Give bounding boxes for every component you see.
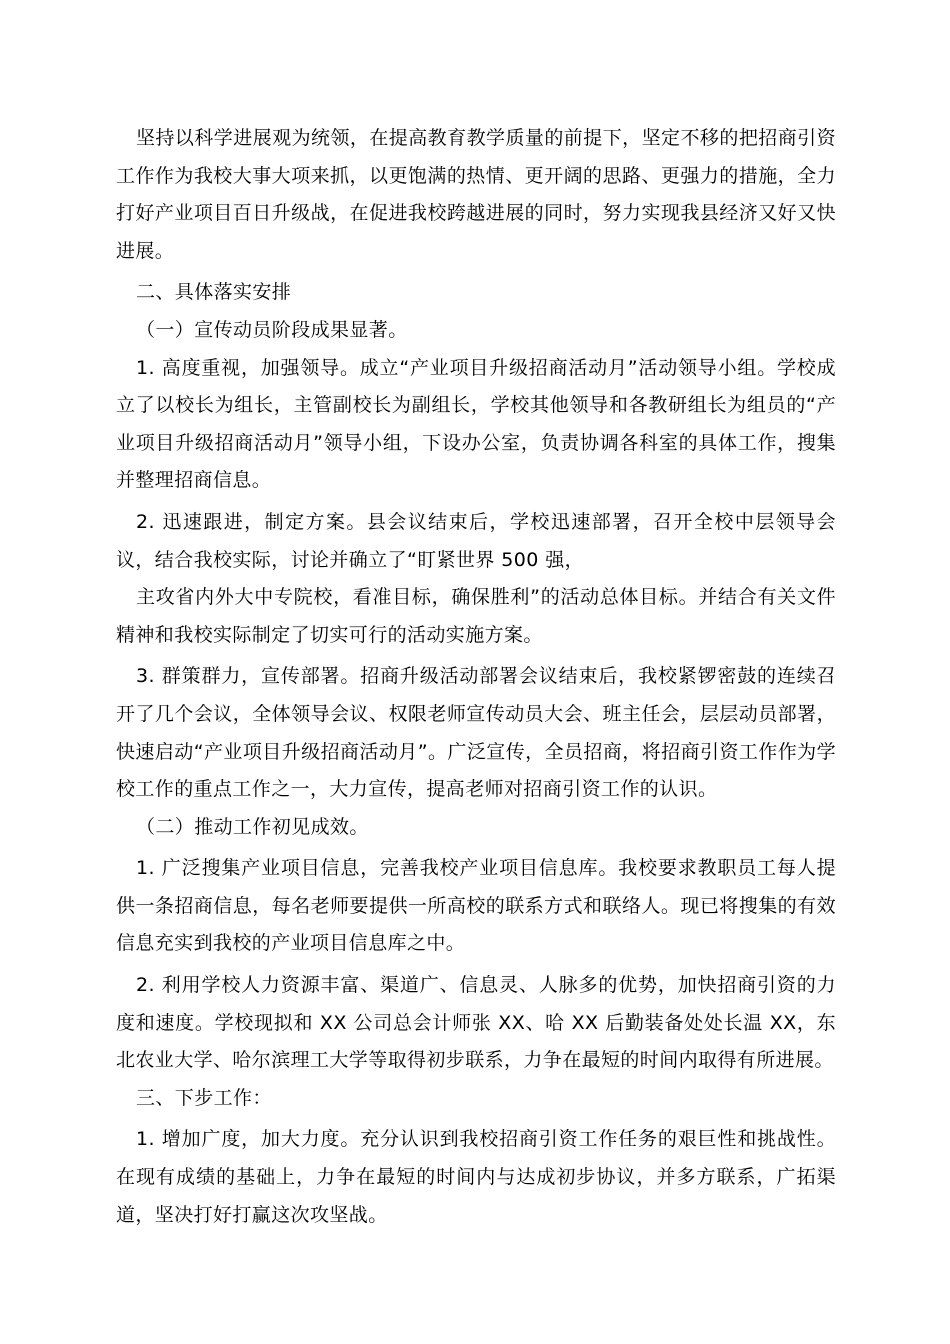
paragraph-item-5: 2. 利用学校人力资源丰富、渠道广、信息灵、人脉多的优势，加快招商引资的力度和速度。学校现拟和 XX 公司总会计师张 XX、哈 XX 后勤装备处处长温 XX，东北农业大学、哈尔滨理工大学等取得初步联系，力争在最短的时间内取得有所进展。 [116, 974, 836, 1072]
paragraph-intro: 坚持以科学进展观为统领，在提高教育教学质量的前提下，坚定不移的把招商引资工作作为我校大事大项来抓，以更饱满的热情、更开阔的思路、更强力的措施，全力打好产业项目百日升级战，在促进我校跨越进展的同时，努力实现我县经济又好又快进展。 [116, 127, 836, 262]
document-page [116, 120, 836, 1234]
subsection-heading-1: （一）宣传动员阶段成果显著。 [136, 318, 408, 341]
paragraph-item-1: 1. 高度重视，加强领导。成立“产业项目升级招商活动月”活动领导小组。学校成立了以校长为组长，主管副校长为副组长，学校其他领导和各教研组长为组员的“产业项目升级招商活动月”领导小组，下设办公室，负责协调各科室的具体工作，搜集并整理招商信息。 [116, 356, 836, 492]
paragraph-item-3: 3. 群策群力，宣传部署。招商升级活动部署会议结束后，我校紧锣密鼓的连续召开了几个会议，全体领导会议、权限老师宣传动员大会、班主任会，层层动员部署，快速启动“产业项目升级招商活动月”。广泛宣传，全员招商，将招商引资工作作为学校工作的重点工作之一，大力宣传，提高老师对招商引资工作的认识。 [116, 665, 836, 801]
paragraph-item-2: 2. 迅速跟进，制定方案。县会议结束后，学校迅速部署，召开全校中层领导会议，结合我校实际，讨论并确立了“盯紧世界 500 强， [116, 510, 836, 571]
paragraph-item-6: 1. 增加广度，加大力度。充分认识到我校招商引资工作任务的艰巨性和挑战性。在现有成绩的基础上，力争在最短的时间内与达成初步协议，并多方联系，广拓渠道，坚决打好打赢这次攻坚战。 [116, 1128, 836, 1226]
paragraph-item-4: 1. 广泛搜集产业项目信息，完善我校产业项目信息库。我校要求教职员工每人提供一条招商信息，每名老师要提供一所高校的联系方式和联络人。现已将搜集的有效信息充实到我校的产业项目信息库之中。 [116, 857, 836, 955]
section-heading-3: 三、下步工作： [136, 1086, 272, 1109]
paragraph-item-2-cont: 主攻省内外大中专院校，看准目标，确保胜利”的活动总体目标。并结合有关文件精神和我校实际制定了切实可行的活动实施方案。 [116, 586, 836, 646]
subsection-heading-2: （二）推动工作初见成效。 [136, 815, 369, 838]
section-heading-2: 二、具体落实安排 [136, 281, 292, 304]
